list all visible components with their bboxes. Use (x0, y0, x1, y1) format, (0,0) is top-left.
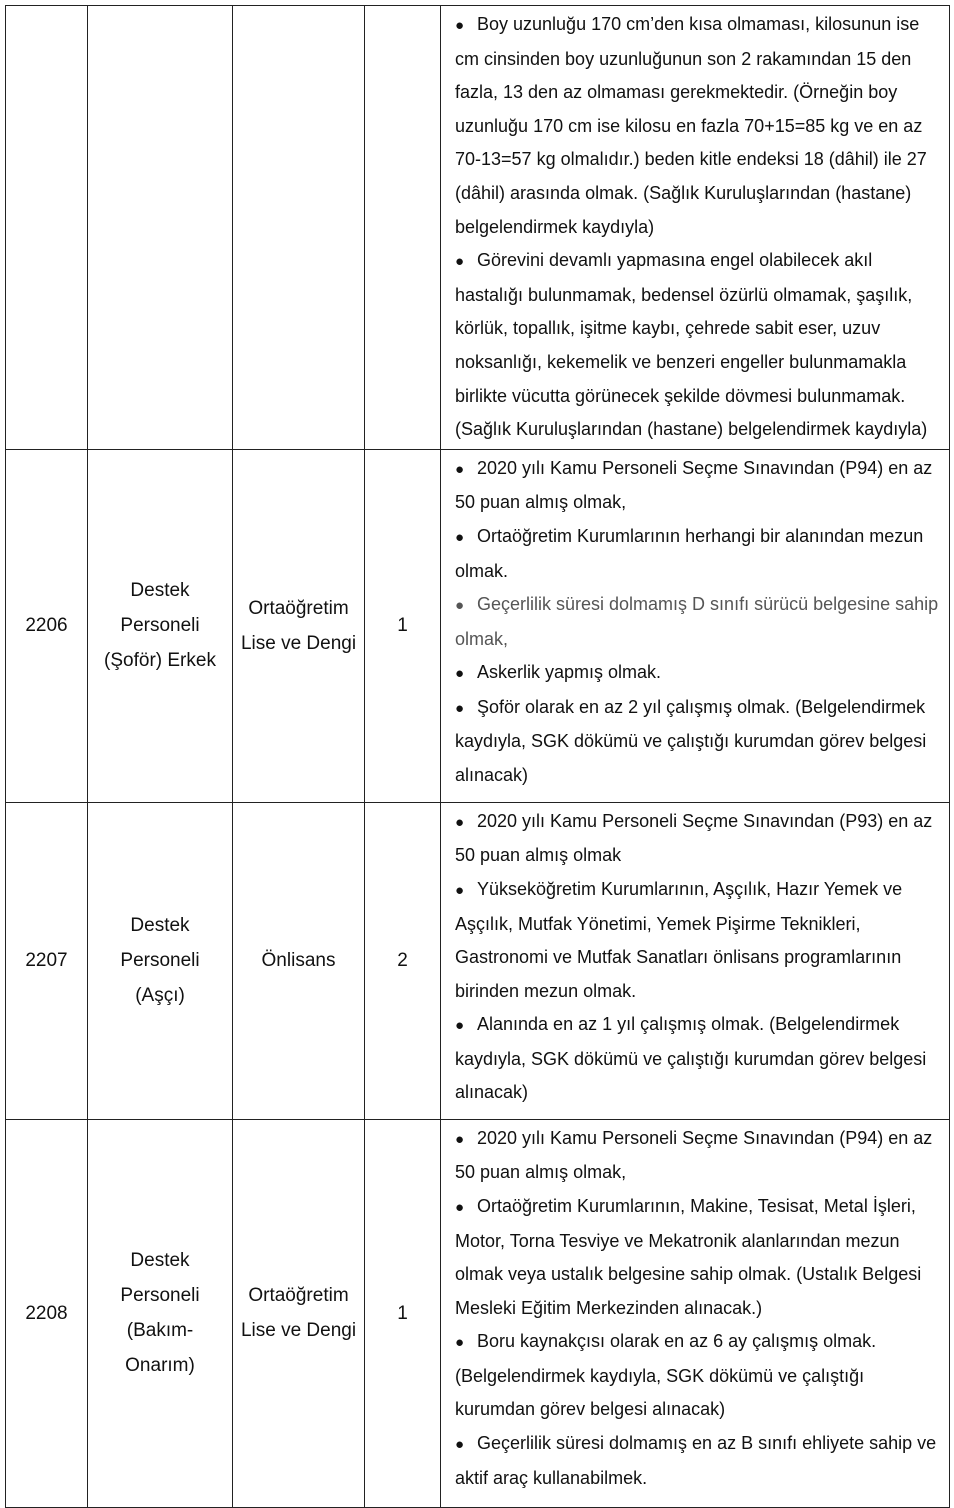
requirement-item (455, 691, 941, 793)
education-level: Önlisans (261, 950, 336, 972)
requirement-item (455, 588, 941, 656)
bullet-icon: ● (455, 881, 465, 899)
requirement-text: Ortaöğretim Kurumlarının herhangi bir alanından mezun olmak. (455, 525, 924, 581)
requirement-text: Boru kaynakçısı olarak en az 6 ay çalışmış olmak. (Belgelendirmek kaydıyla, SGK dökümü ve çalıştığı kurumdan görev belgesi alınacak) (455, 1331, 877, 1420)
requirement-text: Geçerlilik süresi dolmamış en az B sınıfı ehliyete sahip ve aktif araç kullanabilmek. (455, 1433, 937, 1488)
position-count-cell (365, 802, 441, 1119)
requirement-item (455, 520, 941, 588)
position-code-cell (6, 1119, 88, 1507)
requirement-item (455, 1122, 941, 1190)
requirement-item (455, 1427, 941, 1495)
requirement-item (455, 805, 941, 873)
bullet-icon: ● (455, 1130, 465, 1148)
bullet-icon: ● (455, 665, 465, 683)
bullet-icon: ● (455, 1334, 465, 1352)
table-body (6, 6, 950, 1508)
position-title-cell (88, 449, 233, 802)
position-code-cell (6, 802, 88, 1119)
requirements-cell (441, 6, 950, 450)
bullet-icon: ● (455, 1198, 465, 1216)
position-count-cell (365, 6, 441, 450)
bullet-icon: ● (455, 460, 465, 478)
requirement-item (455, 873, 941, 1008)
position-title-cell (88, 1119, 233, 1507)
requirement-text: 2020 yılı Kamu Personeli Seçme Sınavından (P93) en az 50 puan almış olmak (455, 810, 933, 866)
bullet-icon: ● (455, 699, 465, 717)
requirement-item (455, 8, 941, 244)
requirement-text: Şoför olarak en az 2 yıl çalışmış olmak. (Belgelendirmek kaydıyla, SGK dökümü ve çalıştığı kurumdan görev belgesi alınacak) (455, 696, 927, 786)
position-count-cell (365, 449, 441, 802)
requirement-text: Geçerlilik süresi dolmamış D sınıfı sürücü belgesine sahip olmak, (455, 594, 939, 649)
position-title: Destek Personeli (Bakım-Onarım) (120, 1250, 200, 1377)
position-title: Destek Personeli (Aşçı) (120, 915, 200, 1007)
bullet-icon: ● (455, 1436, 465, 1454)
requirement-item (455, 1190, 941, 1325)
position-count: 1 (397, 615, 408, 637)
requirement-text: Görevini devamlı yapmasına engel olabilecek akıl hastalığı bulunmamak, bedensel özürlü olmamak, şaşılık, körlük, topallık, işitme kaybı, çehrede sabit eser, uzuv noksanlığı, kekemelik ve benzeri engeller bulunmamakla birlikte vücutta görünecek şekilde dövmesi bulunmamak. (Sağlık Kuruluşlarından (hastane) belgelendirmek kaydıyla) (455, 250, 928, 440)
position-title-cell (88, 6, 233, 450)
requirement-text: Alanında en az 1 yıl çalışmış olmak. (Belgelendirmek kaydıyla, SGK dökümü ve çalıştığı kurumdan görev belgesi alınacak) (455, 1014, 927, 1103)
requirement-item (455, 656, 941, 691)
education-level-cell (233, 802, 365, 1119)
position-title: Destek Personeli (Şoför) Erkek (104, 580, 216, 672)
requirement-text: 2020 yılı Kamu Personeli Seçme Sınavından (P94) en az 50 puan almış olmak, (455, 457, 933, 513)
requirements-cell (441, 1119, 950, 1507)
bullet-icon: ● (455, 813, 465, 831)
positions-table (5, 5, 950, 1508)
requirement-item (455, 1325, 941, 1427)
position-code-cell (6, 449, 88, 802)
position-count-cell (365, 1119, 441, 1507)
requirements-cell (441, 449, 950, 802)
education-level-cell (233, 1119, 365, 1507)
position-code-cell (6, 6, 88, 450)
table-row (6, 449, 950, 802)
position-code: 2206 (25, 615, 68, 637)
bullet-icon: ● (455, 253, 465, 271)
requirements-cell (441, 802, 950, 1119)
requirement-text: Boy uzunluğu 170 cm’den kısa olmaması, kilosunun ise cm cinsinden boy uzunluğunun son 2 rakamından 15 den fazla, 13 den az olmaması gerekmektedir. (Örneğin boy uzunluğu 170 cm ise kilosu en fazla 70+15=85 kg ve en az 70-13=57 kg olmalıdır.) beden kitle endeksi 18 (dâhil) ile 27 (dâhil) arasında olmak. (Sağlık Kuruluşlarından (hastane) belgelendirmek kaydıyla) (455, 14, 927, 237)
bullet-icon: ● (455, 597, 465, 615)
requirement-text: Yükseköğretim Kurumlarının, Aşçılık, Hazır Yemek ve Aşçılık, Mutfak Yönetimi, Yemek Pişirme Teknikleri, Gastronomi ve Mutfak Sanatları önlisans programlarının birinden mezun olmak. (455, 878, 903, 1001)
education-level: Ortaöğretim Lise ve Dengi (240, 1285, 357, 1342)
position-code: 2207 (25, 950, 68, 972)
table-row (6, 1119, 950, 1507)
position-count: 1 (397, 1302, 408, 1324)
table-row (6, 802, 950, 1119)
bullet-icon: ● (455, 1017, 465, 1035)
education-level-cell (233, 449, 365, 802)
education-level-cell (233, 6, 365, 450)
requirement-text: Askerlik yapmış olmak. (477, 662, 662, 683)
requirement-item (455, 1008, 941, 1110)
requirement-text: Ortaöğretim Kurumlarının, Makine, Tesisat, Metal İşleri, Motor, Torna Tesviye ve Mekatronik alanlarından mezun olmak veya ustalık belgesine sahip olmak. (Ustalık Belgesi Mesleki Eğitim Merkezinden alınacak.) (455, 1195, 922, 1318)
table-row (6, 6, 950, 450)
position-code: 2208 (25, 1302, 68, 1324)
bullet-icon: ● (455, 17, 465, 34)
requirement-item (455, 452, 941, 520)
position-count: 2 (397, 950, 408, 972)
requirement-text: 2020 yılı Kamu Personeli Seçme Sınavından (P94) en az 50 puan almış olmak, (455, 1127, 933, 1183)
position-title-cell (88, 802, 233, 1119)
bullet-icon: ● (455, 528, 465, 546)
requirement-item (455, 244, 941, 447)
education-level: Ortaöğretim Lise ve Dengi (240, 597, 357, 654)
